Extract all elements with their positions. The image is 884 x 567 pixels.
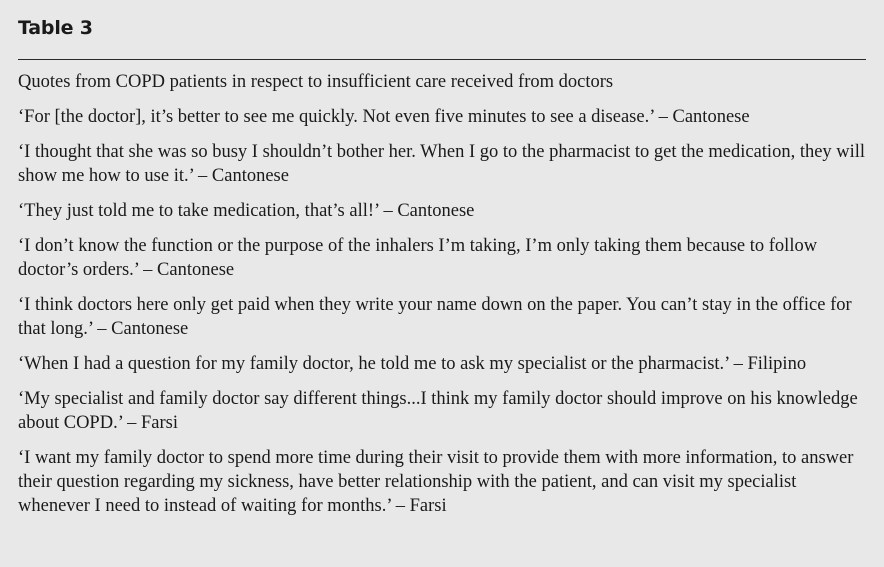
quote-row: ‘My specialist and family doctor say different things...I think my family doctor should improve on his knowledge about COPD.’ – Farsi [18,389,858,433]
table-rows [18,70,870,529]
quote-row: ‘They just told me to take medication, that’s all!’ – Cantonese [18,201,475,221]
quote-row: ‘I think doctors here only get paid when they write your name down on the paper. You can’t stay in the office for that long.’ – Cantonese [18,295,852,339]
table-label: Table 3 [18,17,93,39]
quote-row: ‘I want my family doctor to spend more time during their visit to provide them with more information, to answer their question regarding my sickness, have better relationship with the patient, and can visit my specialist whenever I need to instead of waiting for months.’ – Farsi [18,448,854,516]
quote-row: ‘For [the doctor], it’s better to see me quickly. Not even five minutes to see a disease.’ – Cantonese [18,107,750,127]
quote-row: ‘When I had a question for my family doctor, he told me to ask my specialist or the pharmacist.’ – Filipino [18,354,807,374]
table-caption: Quotes from COPD patients in respect to insufficient care received from doctors [18,72,614,92]
quote-row: ‘I don’t know the function or the purpose of the inhalers I’m taking, I’m only taking them because to follow doctor’s orders.’ – Cantonese [18,236,818,280]
header-rule [18,59,866,60]
quote-row: ‘I thought that she was so busy I shouldn’t bother her. When I go to the pharmacist to get the medication, they will show me how to use it.’ – Cantonese [18,142,866,186]
